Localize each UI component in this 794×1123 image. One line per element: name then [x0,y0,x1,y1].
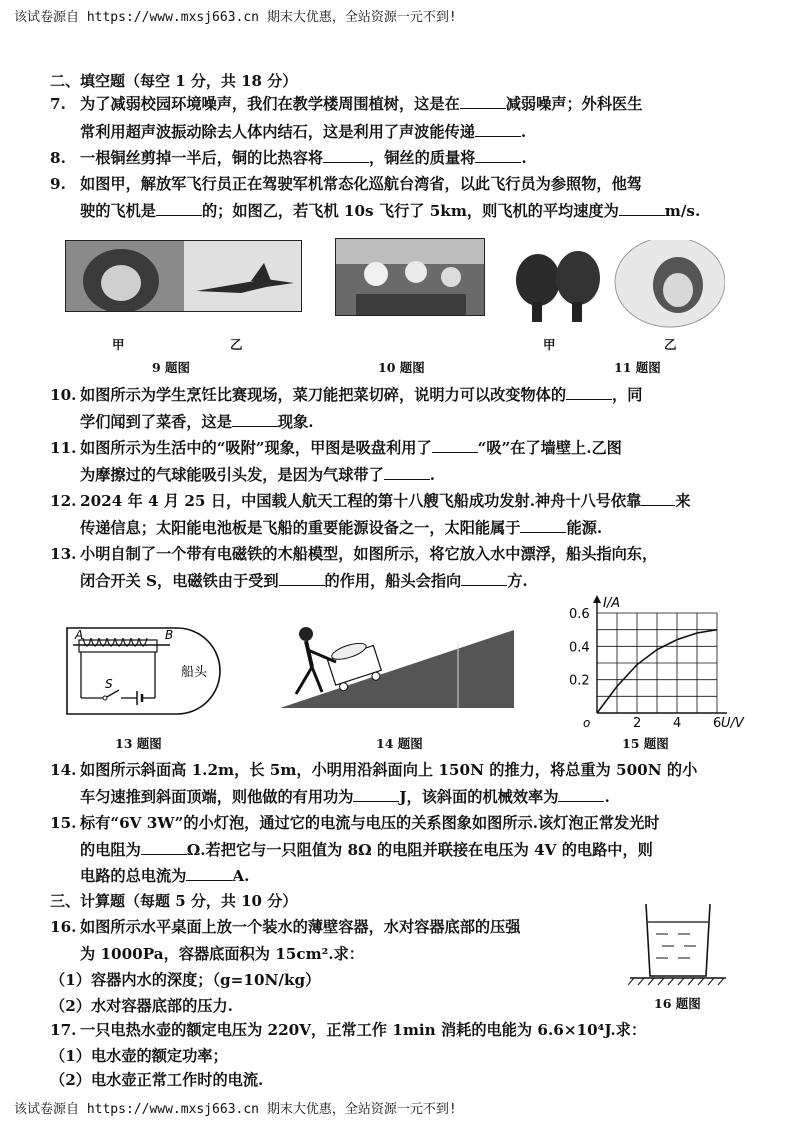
question-17-line-1 [50,1016,646,1044]
question-text: . [520,123,527,141]
answer-blank[interactable] [461,571,507,586]
question-text: ，同 [612,386,643,404]
x-tick-label: 2 [633,716,642,730]
answer-blank[interactable] [384,465,430,480]
question-12-line-2 [80,514,602,542]
y-tick-label: 0.6 [569,607,590,622]
question-11-line-2 [80,461,435,489]
question-text: 驶的飞机是 [80,202,156,220]
question-text: 小明自制了一个带有电磁铁的木船模型，如图所示，将它放入水中漂浮，船头指向东， [80,545,658,563]
figure-16-container [628,900,728,986]
watermark-bottom: 该试卷源自 https://www.mxsj663.cn 期末大优惠，全站资源一元不到! [14,1102,457,1117]
question-number: 17. [50,1021,77,1039]
question-text: 的作用，船头会指向 [324,572,462,590]
question-16-part-2: （2）水对容器底部的压力. [50,997,233,1015]
figure-14-incline [278,622,518,712]
question-text: 如图甲，解放军飞行员正在驾驶军机常态化巡航台湾省，以此飞行员为参照物，他驾 [80,175,642,193]
question-number: 12. [50,492,77,510]
label-a: A [75,628,84,642]
question-text: 来 [675,492,691,510]
figure-11-photo [510,240,725,328]
figure-9-label-jia: 甲 [112,337,125,352]
question-number: 8. [50,149,66,167]
answer-blank[interactable] [156,201,202,216]
question-number: 11. [50,439,77,457]
label-s: S [105,677,113,691]
x-tick-label: 6 [713,716,722,730]
answer-blank[interactable] [323,148,369,163]
question-number: 16. [50,918,77,936]
figure-11-caption: 11 题图 [614,360,661,375]
question-10-line-2 [80,408,314,436]
question-number: 9. [50,175,66,193]
question-text: . [429,466,436,484]
watermark-top: 该试卷源自 https://www.mxsj663.cn 期末大优惠，全站资源一元不到! [14,10,457,25]
figure-11-label-yi: 乙 [664,337,677,352]
x-tick-label: 4 [673,716,682,730]
question-15-line-2 [80,836,653,864]
question-7-line-2 [80,118,526,146]
figure-13-boat-circuit [65,620,225,720]
figure-15-iu-chart [555,595,745,730]
question-14-line-2 [80,783,610,811]
question-text: 学们闻到了菜香，这是 [80,413,232,431]
answer-blank[interactable] [232,412,278,427]
question-text: 如图所示水平桌面上放一个装水的薄壁容器，水对容器底部的压强 [80,918,521,936]
question-text: J，该斜面的机械效率为 [399,788,559,806]
figure-9-label-yi: 乙 [230,337,243,352]
question-13-line-1 [50,540,657,568]
question-11-line-1 [50,434,622,462]
question-text: 一只电热水壶的额定电压为 220V，正常工作 1min 消耗的电能为 6.6×10⁴J.求： [80,1021,647,1039]
figure-10-caption: 10 题图 [378,360,425,375]
answer-blank[interactable] [475,122,521,137]
question-text: 常利用超声波振动除去人体内结石，这是利用了声波能传递 [80,123,475,141]
question-text: . [604,788,610,806]
question-text: 标有“6V 3W”的小灯泡，通过它的电流与电压的关系图象如图所示.该灯泡正常发光时 [80,814,660,832]
answer-blank[interactable] [619,201,665,216]
question-text: 现象. [277,413,314,431]
question-text: m/s. [664,202,701,220]
origin-label: o [583,716,591,730]
label-b: B [165,628,174,642]
question-text: 方. [507,572,528,590]
question-13-line-2 [80,567,528,595]
question-text: 电路的总电流为 [80,867,187,885]
question-text: 减弱噪声；外科医生 [505,95,643,113]
answer-blank[interactable] [141,840,187,855]
question-text: ，铜丝的质量将 [369,149,476,167]
question-text: 车匀速推到斜面顶端，则他做的有用功为 [80,788,354,806]
answer-blank[interactable] [432,438,478,453]
answer-blank[interactable] [641,491,675,506]
question-text: 为摩擦过的气球能吸引头发，是因为气球带了 [80,466,384,484]
question-15-line-3 [80,862,249,890]
x-axis-label: U/V [721,716,744,730]
y-tick-label: 0.4 [569,640,590,656]
question-16-line-1 [50,913,520,941]
question-12-line-1 [50,487,691,515]
question-number: 10. [50,386,77,404]
answer-blank[interactable] [558,787,604,802]
question-7-line-1 [50,90,642,118]
figure-14-caption: 14 题图 [376,736,423,751]
question-text: 如图所示为生活中的“吸附”现象，甲图是吸盘利用了 [80,439,432,457]
figure-11-label-jia: 甲 [543,337,556,352]
question-text: 的电阻为 [80,841,141,859]
y-axis-arrow [593,595,601,603]
answer-blank[interactable] [353,787,399,802]
cooking-contest-image [336,239,484,315]
question-text: 如图所示斜面高 1.2m，长 5m，小明用沿斜面向上 150N 的推力，将总重为 500N 的小 [80,761,698,779]
question-text: Ω.若把它与一只阻值为 8Ω 的电阻并联接在电压为 4V 的电路中，则 [186,841,653,859]
section-3-title: 三、计算题（每题 5 分，共 10 分） [50,892,298,910]
question-text: 为了减弱校园环境噪声，我们在教学楼周围植树，这是在 [80,95,460,113]
question-17-part-1: （1）电水壶的额定功率； [50,1047,228,1065]
question-9-line-2 [80,197,700,225]
figure-16-caption: 16 题图 [654,996,701,1011]
figure-10-photo [335,238,485,316]
question-number: 13. [50,545,77,563]
question-16-line-2: 为 1000Pa，容器底面积为 15cm².求： [80,945,364,963]
answer-blank[interactable] [475,148,521,163]
suction-cup-and-balloon-image [510,240,725,328]
answer-blank[interactable] [520,518,566,533]
question-text: 2024 年 4 月 25 日，中国载人航天工程的第十八艘飞船成功发射.神舟十八号依靠 [80,492,642,510]
question-text: 的；如图乙，若飞机 10s 飞行了 5km，则飞机的平均速度为 [201,202,619,220]
boat-bow-label: 船头 [181,665,208,680]
question-8 [50,144,527,172]
y-axis-label: I/A [603,596,621,611]
figure-15-caption: 15 题图 [622,736,669,751]
question-text: “吸”在了墙壁上.乙图 [477,439,622,457]
answer-blank[interactable] [279,571,325,586]
figure-9-caption: 9 题图 [152,360,191,375]
question-14-line-1 [50,756,697,784]
question-9-line-1 [50,170,642,198]
question-text: 一根铜丝剪掉一半后，铜的比热容将 [80,149,323,167]
question-text: . [521,149,527,167]
question-text: 如图所示为学生烹饪比赛现场，菜刀能把菜切碎，说明力可以改变物体的 [80,386,566,404]
figure-13-caption: 13 题图 [115,736,162,751]
figure-9-photo [65,240,302,312]
question-number: 14. [50,761,77,779]
question-text: 传递信息；太阳能电池板是飞船的重要能源设备之一，太阳能属于 [80,519,521,537]
question-text: A. [232,867,250,885]
question-text: 能源. [566,519,603,537]
question-10-line-1 [50,381,642,409]
pilot-and-jet-image [66,241,301,311]
question-16-part-1: （1）容器内水的深度；（g=10N/kg） [50,971,321,989]
answer-blank[interactable] [186,866,232,881]
section-2-title: 二、填空题（每空 1 分，共 18 分） [50,72,298,90]
y-tick-label: 0.2 [569,673,590,689]
question-17-part-2: （2）电水壶正常工作时的电流. [50,1071,264,1089]
question-text: 闭合开关 S，电磁铁由于受到 [80,572,279,590]
answer-blank[interactable] [566,385,612,400]
question-number: 15. [50,814,77,832]
question-number: 7. [50,95,66,113]
question-15-line-1 [50,809,660,837]
answer-blank[interactable] [460,94,506,109]
